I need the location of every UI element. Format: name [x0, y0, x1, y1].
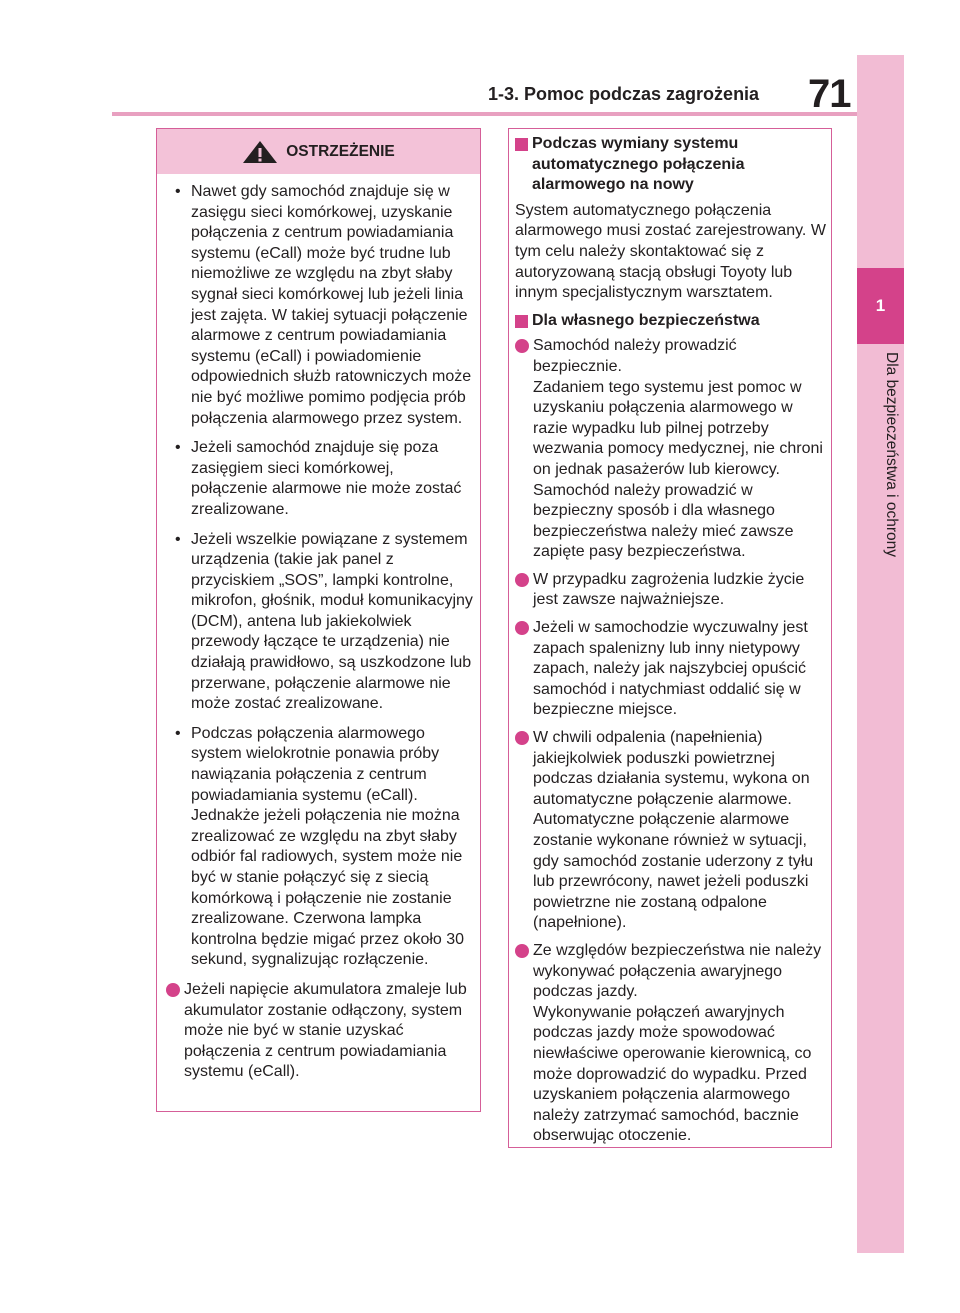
replace-text: System automatycznego połączenia alarmowego musi zostać zarejestrowany. W tym celu należy skontaktować się z autoryzowaną stacją obsługi Toyoty lub innym specjalistycznym warsztatem.: [515, 201, 826, 302]
side-tab-label: Dla bezpieczeństwa i ochrony: [883, 352, 900, 558]
safety-item-cont: Zadaniem tego systemu jest pomoc w uzyskaniu połączenia alarmowego w razie wypadku lub pilnej potrzeby wezwania pomocy medycznej, nie chroni on jednak pasażerów lub kierowcy. Samochód należy prowadzić w bezpieczny sposób i dla własnego bezpieczeństwa należy mieć zawsze zapięte pasy bezpieczeństwa.: [533, 378, 823, 561]
safety-item-lead: Samochód należy prowadzić bezpiecznie.: [533, 337, 737, 375]
section-title: 1-3. Pomoc podczas zagrożenia: [488, 84, 760, 104]
safety-item-cont: Wykonywanie połączeń awaryjnych podczas jazdy może spowodować niewłaściwe operowanie kierownicą, co może doprowadzić do wypadku. Przed uzyskaniem połączenia alarmowego należy zatrzymać samochód, bacznie obserwując otoczenie.: [533, 1003, 812, 1145]
circle-bullet-icon: [515, 621, 529, 635]
side-tab-number: 1: [857, 268, 904, 344]
header-rule: [112, 112, 870, 116]
safety-item: [515, 570, 826, 611]
safety-item-lead: Jeżeli w samochodzie wyczuwalny jest zapach spalenizny lub inny nietypowy zapach, należy jak najszybciej opuścić samochód i natychmiast oddalić się w bezpieczne miejsce.: [533, 619, 808, 719]
warning-bullet: • Jeżeli samochód znajduje się poza zasięgiem sieci komórkowej, połączenie alarmowe nie może zostać zrealizowane.: [166, 438, 473, 520]
safety-item-lead: W przypadku zagrożenia ludzkie życie jest zawsze najważniejsze.: [533, 570, 805, 609]
square-bullet-icon: [515, 315, 528, 328]
warning-triangle-icon: [242, 140, 278, 164]
safety-item: [515, 336, 826, 563]
warning-body: [157, 174, 480, 1083]
square-bullet-icon: [515, 138, 528, 151]
circle-bullet-icon: [515, 339, 529, 353]
replace-heading-text: Podczas wymiany systemu automatycznego połączenia alarmowego na nowy: [532, 135, 745, 194]
warning-bullet: • Nawet gdy samochód znajduje się w zasięgu sieci komórkowej, uzyskanie połączenia z centrum powiadamiania systemu (eCall) może być trudne lub niemożliwe ze względu na zbyt słaby sygnał sieci komórkowej lub jeżeli linia jest zajęta. W takiej sytuacji połączenie alarmowe z centrum powiadamiania systemu (eCall) i powiadomienie odpowiednich służb ratowniczych może nie być możliwe pomimo podjęcia prób połączenia alarmowego przez system.: [166, 182, 473, 429]
safety-item-lead: Ze względów bezpieczeństwa nie należy wykonywać połączenia awaryjnego podczas jazdy.: [533, 941, 822, 1001]
safety-item: [515, 728, 826, 934]
safety-heading-text: Dla własnego bezpieczeństwa: [532, 311, 760, 329]
warning-circle-item: [166, 980, 473, 1083]
warning-circle-text: Jeżeli napięcie akumulatora zmaleje lub akumulator zostanie odłączony, system może nie być w stanie uzyskać połączenia z centrum powiadamiania systemu (eCall).: [184, 980, 467, 1081]
safety-item: [515, 941, 826, 1147]
side-tab: [857, 55, 904, 1253]
warning-bullet: • Jeżeli wszelkie powiązane z systemem urządzenia (takie jak panel z przyciskiem „SOS”, lampki kontrolne, mikrofon, głośnik, moduł komunikacyjny (DCM), antena lub jakiekolwiek przewody łączące te urządzenia) nie działają prawidłowo, są uszkodzone lub przerwane, połączenie alarmowe nie może zostać zrealizowane.: [166, 530, 473, 715]
circle-bullet-icon: [515, 731, 529, 745]
warning-header: [157, 129, 480, 174]
page-number: 71: [808, 72, 851, 116]
replace-heading: [515, 134, 826, 196]
safety-heading: [515, 311, 826, 332]
warning-title: OSTRZEŻENIE: [286, 142, 395, 160]
warning-bullet: • Podczas połączenia alarmowego system wielokrotnie ponawia próby nawiązania połączenia z centrum powiadamiania systemu (eCall). Jednakże jeżeli połączenia nie można zrealizować ze względu na zbyt słaby odbiór fal radiowych, system może nie być w stanie połączyć się z siecią komórkową i połączenie nie zostanie zrealizowane. Czerwona lampka kontrolna będzie migać przez około 30 sekund, sygnalizując rozłączenie.: [166, 724, 473, 971]
circle-bullet-icon: [166, 983, 180, 997]
safety-item-lead: W chwili odpalenia (napełnienia) jakiejkolwiek poduszki powietrznej podczas działania systemu, wykona on automatyczne połączenie alarmowe. Automatyczne połączenie alarmowe zostanie wykonane również w sytuacji, gdy samochód zostanie uderzony z tyłu lub przewrócony, nawet jeżeli poduszki powietrzne nie zostaną odpalone (napełnione).: [533, 729, 814, 932]
safety-item: [515, 618, 826, 721]
circle-bullet-icon: [515, 944, 529, 958]
circle-bullet-icon: [515, 573, 529, 587]
info-box: [508, 128, 832, 1148]
warning-box: [156, 128, 481, 1112]
